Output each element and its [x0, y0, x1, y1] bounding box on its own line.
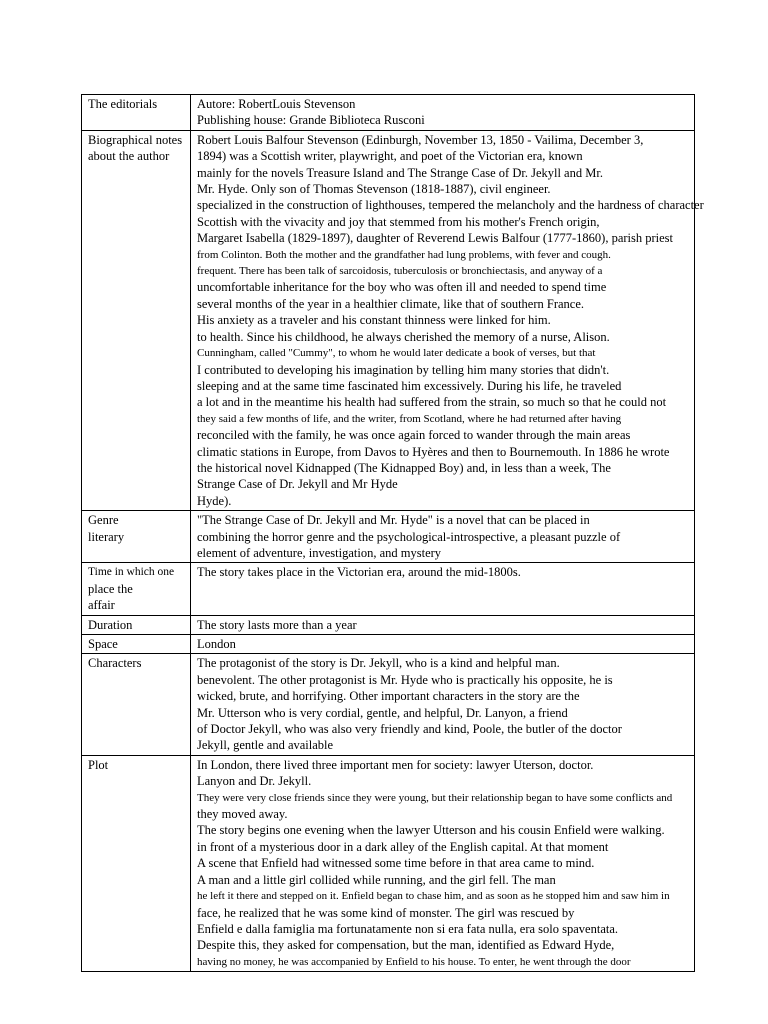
row-label-line: about the author [88, 149, 170, 164]
content-line: London [197, 637, 236, 651]
row-label-line: Genre [88, 513, 119, 528]
table-row [82, 95, 695, 131]
content-line: I contributed to developing his imagination by telling him many stories that didn't. [197, 362, 610, 377]
row-label-line: Characters [88, 656, 142, 671]
content-line: Strange Case of Dr. Jekyll and Mr Hyde [197, 477, 398, 492]
content-line: uncomfortable inheritance for the boy who was often ill and needed to spend time [197, 280, 607, 295]
row-content [191, 130, 704, 510]
content-line: 1894) was a Scottish writer, playwright, and poet of the Victorian era, known [197, 149, 583, 164]
content-line: the historical novel Kidnapped (The Kidnapped Boy) and, in less than a week, The [197, 460, 611, 475]
row-content [191, 95, 695, 131]
content-line: he left it there and stepped on it. Enfield began to chase him, and as soon as he stopped him and saw him in [197, 890, 670, 903]
content-line: The story takes place in the Victorian era, around the mid-1800s. [197, 565, 521, 580]
row-label [82, 615, 191, 634]
content-line: Cunningham, called "Cummy", to whom he would later dedicate a book of verses, but that [197, 347, 596, 360]
content-line: A scene that Enfield had witnessed some time before in that area came to mind. [197, 856, 595, 871]
row-content [191, 511, 695, 563]
table-row [82, 615, 695, 634]
row-content [191, 654, 695, 755]
content-line: His anxiety as a traveler and his constant thinness were linked for him. [197, 313, 551, 328]
row-label [82, 130, 191, 510]
content-line: Hyde). [197, 493, 232, 508]
content-line: They were very close friends since they were young, but their relationship began to have some conflicts and [197, 791, 673, 804]
content-line: combining the horror genre and the psychological-introspective, a pleasant puzzle of [197, 529, 621, 544]
content-line: a lot and in the meantime his health had suffered from the strain, so much so that he could not [197, 395, 667, 410]
table-row [82, 130, 695, 510]
content-line: The protagonist of the story is Dr. Jekyll, who is a kind and helpful man. [197, 656, 560, 671]
table-row [82, 654, 695, 755]
row-label-line: literary [88, 529, 125, 544]
row-label-line: place the [88, 581, 133, 596]
row-content [191, 615, 695, 634]
content-line: The story lasts more than a year [197, 617, 357, 632]
row-label-line: Duration [88, 617, 133, 632]
content-line: of Doctor Jekyll, who was also very friendly and kind, Poole, the butler of the doctor [197, 722, 622, 737]
row-label-line: Time in which one [88, 566, 175, 579]
table-row [82, 635, 695, 654]
row-label-line: Plot [88, 757, 109, 772]
table-row [82, 755, 695, 971]
content-line: sleeping and at the same time fascinated him excessively. During his life, he traveled [197, 378, 622, 393]
table-row [82, 563, 695, 615]
row-label [82, 654, 191, 755]
row-label [82, 635, 191, 654]
content-line: reconciled with the family, he was once again forced to wander through the main areas [197, 428, 631, 443]
content-line: to health. Since his childhood, he always cherished the memory of a nurse, Alison. [197, 329, 610, 344]
content-line: Margaret Isabella (1829-1897), daughter of Reverend Lewis Balfour (1777-1860), parish priest [197, 231, 674, 246]
content-line: they said a few months of life, and the writer, from Scotland, where he had returned after having [197, 412, 622, 425]
content-line: having no money, he was accompanied by Enfield to his house. To enter, he went through the door [197, 955, 631, 968]
table-body [82, 95, 704, 972]
content-line: Publishing house: Grande Biblioteca Rusconi [197, 113, 425, 128]
content-line: climatic stations in Europe, from Davos to Hyères and then to Bournemouth. In 1886 he wrote [197, 444, 670, 459]
content-line: element of adventure, investigation, and mystery [197, 545, 442, 560]
content-line: Jekyll, gentle and available [197, 738, 334, 753]
content-line: they moved away. [197, 807, 288, 822]
content-line: in front of a mysterious door in a dark alley of the English capital. At that moment [197, 839, 609, 854]
content-line: frequent. There has been talk of sarcoidosis, tuberculosis or bronchiectasis, and anyway of a [197, 265, 603, 278]
row-label-line: Biographical notes [88, 132, 183, 147]
row-label-line: affair [88, 598, 115, 613]
content-line: specialized in the construction of lighthouses, tempered the melancholy and the hardness of character [197, 198, 704, 213]
row-label-line: Space [88, 637, 118, 651]
content-line: In London, there lived three important men for society: lawyer Uterson, doctor. [197, 757, 594, 772]
row-label [82, 755, 191, 971]
content-line: Mr. Utterson who is very cordial, gentle, and helpful, Dr. Lanyon, a friend [197, 705, 568, 720]
content-line: A man and a little girl collided while running, and the girl fell. The man [197, 872, 556, 887]
content-line: from Colinton. Both the mother and the grandfather had lung problems, with fever and cough. [197, 248, 611, 261]
content-line: Robert Louis Balfour Stevenson (Edinburgh, November 13, 1850 - Vailima, December 3, [197, 132, 644, 147]
content-line: several months of the year in a healthier climate, like that of southern France. [197, 296, 585, 311]
content-line: Scottish with the vivacity and joy that stemmed from his mother's French origin, [197, 214, 600, 229]
table-row [82, 511, 695, 563]
content-line: Lanyon and Dr. Jekyll. [197, 774, 312, 789]
content-line: Mr. Hyde. Only son of Thomas Stevenson (1818-1887), civil engineer. [197, 182, 551, 197]
content-line: Autore: RobertLouis Stevenson [197, 97, 356, 111]
content-line: benevolent. The other protagonist is Mr. Hyde who is practically his opposite, he is [197, 672, 613, 687]
content-line: mainly for the novels Treasure Island and The Strange Case of Dr. Jekyll and Mr. [197, 165, 603, 180]
row-label [82, 511, 191, 563]
row-content [191, 563, 695, 615]
content-line: Enfield e dalla famiglia ma fortunatamente non si era fata nulla, era solo spaventata. [197, 921, 619, 936]
row-label [82, 563, 191, 615]
row-content [191, 635, 695, 654]
content-line: wicked, brute, and horrifying. Other important characters in the story are the [197, 689, 580, 704]
book-report-table [81, 94, 704, 972]
content-line: Despite this, they asked for compensation, but the man, identified as Edward Hyde, [197, 938, 615, 953]
content-line: face, he realized that he was some kind of monster. The girl was rescued by [197, 905, 575, 920]
row-label [82, 95, 191, 131]
row-content [191, 755, 695, 971]
content-line: The story begins one evening when the lawyer Utterson and his cousin Enfield were walking. [197, 823, 665, 838]
content-line: "The Strange Case of Dr. Jekyll and Mr. Hyde" is a novel that can be placed in [197, 513, 590, 528]
row-label-line: The editorials [88, 97, 158, 111]
